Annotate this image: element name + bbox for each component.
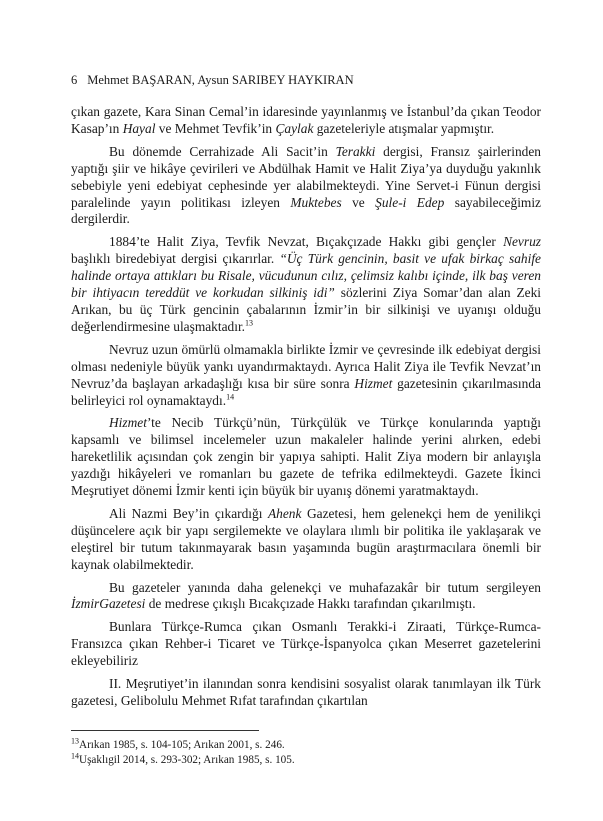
- text-run: Nevruz uzun ömürlü olmamakla birlikte İzmir ve çevresinde ilk edebiyat dergisi olması nedeniyle büyük yankı uyandırmaktaydı. Ayrıca Halit Ziya ile Tevfik Nevzat’ın Nevruz’da başlayan arkadaşlığı kısa bir süre sonra: [71, 341, 541, 391]
- italic-text: Şule-i Edep: [375, 194, 445, 210]
- italic-text: “Üç Türk gencinin, basit ve ufak birkaç sahife halinde ortaya attıkları bu Risale, vücudunun cılız, çelimsiz kalıbı içinde, ilk baş veren bir ihtiyacın tereddüt ve korkudan silkiniş idi”: [71, 251, 541, 301]
- paragraph: [71, 144, 541, 229]
- text-run: Gazetesi, hem gelenekçi hem de yenilikçi düşüncelere açık bir yapı sergilemekte ve olaylara ılımlı bir politika ile yaklaşarak ve eleştirel bir tutum takınmayarak basın yaşamında bugün araştırmacılara önemli bir kaynak olabilmektedir.: [71, 505, 541, 572]
- text-run: ’te Necib Türkçü’nün, Türkçülük ve Türkçe konularında yaptığı kapsamlı ve bilimsel incelemeler uzun makaleler halinde yerini alırken, edebi hareketlilik açısından çok zengin bir yapıya sahipti. Halit Ziya modern bir anlayışla yazdığı hikâyeleri ve romanları bu gazete de tefrika edilmekteydi. Gazete İkinci Meşrutiyet dönemi İzmir kenti için büyük bir uyanış dönemi yaratmaktaydı.: [71, 415, 541, 499]
- footnote-number: 14: [71, 751, 79, 761]
- text-run: sözlerini Ziya Somar’dan alan Zeki Arıkan, bu üç Türk gencinin çabalarının İzmir’in bir silkinişi ve uyanışı olduğu değerlendirmesine ulaşmaktadır.: [71, 285, 542, 334]
- footnotes: [71, 738, 541, 768]
- footnote: [71, 753, 541, 768]
- paragraph: [71, 342, 541, 410]
- text-run: Ali Nazmi Bey’in çıkardığı: [109, 505, 268, 521]
- text-run: de medrese çıkışlı Bıcakçızade Hakkı tarafından çıkarılmıştı.: [145, 596, 476, 612]
- running-header: [71, 72, 541, 88]
- text-run: ve: [341, 194, 376, 210]
- text-run: Bu gazeteler yanında daha gelenekçi ve muhafazakâr bir tutum sergileyen: [109, 579, 541, 595]
- italic-text: Ahenk: [267, 505, 302, 521]
- italic-text: Terakki: [335, 143, 376, 159]
- italic-text: Muktebes: [290, 194, 342, 210]
- paragraph: [71, 619, 541, 670]
- footnote-separator: [71, 730, 259, 731]
- italic-text: Hizmet: [109, 415, 147, 431]
- footnote-text: Uşaklıgil 2014, s. 293-302; Arıkan 1985, s. 105.: [79, 754, 295, 766]
- paragraph: [71, 506, 541, 574]
- italic-text: Çaylak: [275, 120, 314, 136]
- paragraph: [71, 234, 541, 335]
- text-run: başlıklı biredebiyat dergisi çıkarırlar.: [71, 251, 280, 267]
- text-run: gazetesinin çıkarılmasında belirleyici rol oynamaktaydı.: [71, 375, 541, 408]
- paragraph: [71, 676, 541, 710]
- text-run: dergisi, Fransız şairlerinden yaptığı şiir ve hikâye çevirileri ve Abdülhak Hamit ve Halit Ziya’ya duyduğu yakınlık sebebiyle yeni edebiyat cephesinde yer alabilmekteydi. Yine Servet-i Fünun dergisi paralelinde yayın politikası izleyen: [71, 143, 541, 210]
- footnote-reference: 14: [226, 392, 235, 402]
- paragraph: [71, 415, 541, 500]
- italic-text: Nevruz: [503, 234, 541, 250]
- paragraph: [71, 104, 541, 138]
- footnote-reference: 13: [245, 318, 254, 328]
- text-run: çıkan gazete, Kara Sinan Cemal’in idaresinde yayınlanmış ve İstanbul’da çıkan Teodor Kasap’ın: [71, 104, 541, 136]
- text-run: II. Meşrutiyet’in ilanından sonra kendisini sosyalist olarak tanımlayan ilk Türk gazetesi, Gelibolulu Mehmet Rıfat tarafından çıkartılan: [71, 676, 541, 708]
- text-run: gazeteleriyle atışmalar yapmıştır.: [313, 120, 495, 136]
- text-run: 1884’te Halit Ziya, Tevfik Nevzat, Bıçakçızade Hakkı gibi gençler: [109, 234, 504, 250]
- footnote: [71, 738, 541, 753]
- author-names: Mehmet BAŞARAN, Aysun SARIBEY HAYKIRAN: [87, 73, 354, 87]
- italic-text: İzmirGazetesi: [71, 596, 146, 612]
- body-text: [71, 104, 541, 716]
- footnote-text: Arıkan 1985, s. 104-105; Arıkan 2001, s. 246.: [79, 739, 285, 751]
- text-run: sayabileceğimiz dergilerdir.: [71, 194, 541, 227]
- text-run: ve Mehmet Tevfik’in: [155, 120, 276, 136]
- italic-text: Hizmet: [354, 375, 393, 391]
- italic-text: Hayal: [122, 120, 156, 136]
- footnote-number: 13: [71, 736, 79, 746]
- text-run: Bunlara Türkçe-Rumca çıkan Osmanlı Terakki-i Ziraati, Türkçe-Rumca-Fransızca çıkan Rehber-i Ticaret ve Türkçe-İspanyolca çıkan Meserret gazetelerini ekleyebiliriz: [71, 619, 541, 669]
- text-run: Bu dönemde Cerrahizade Ali Sacit’in: [109, 143, 336, 159]
- page-number: 6: [71, 73, 78, 87]
- paragraph: [71, 580, 541, 614]
